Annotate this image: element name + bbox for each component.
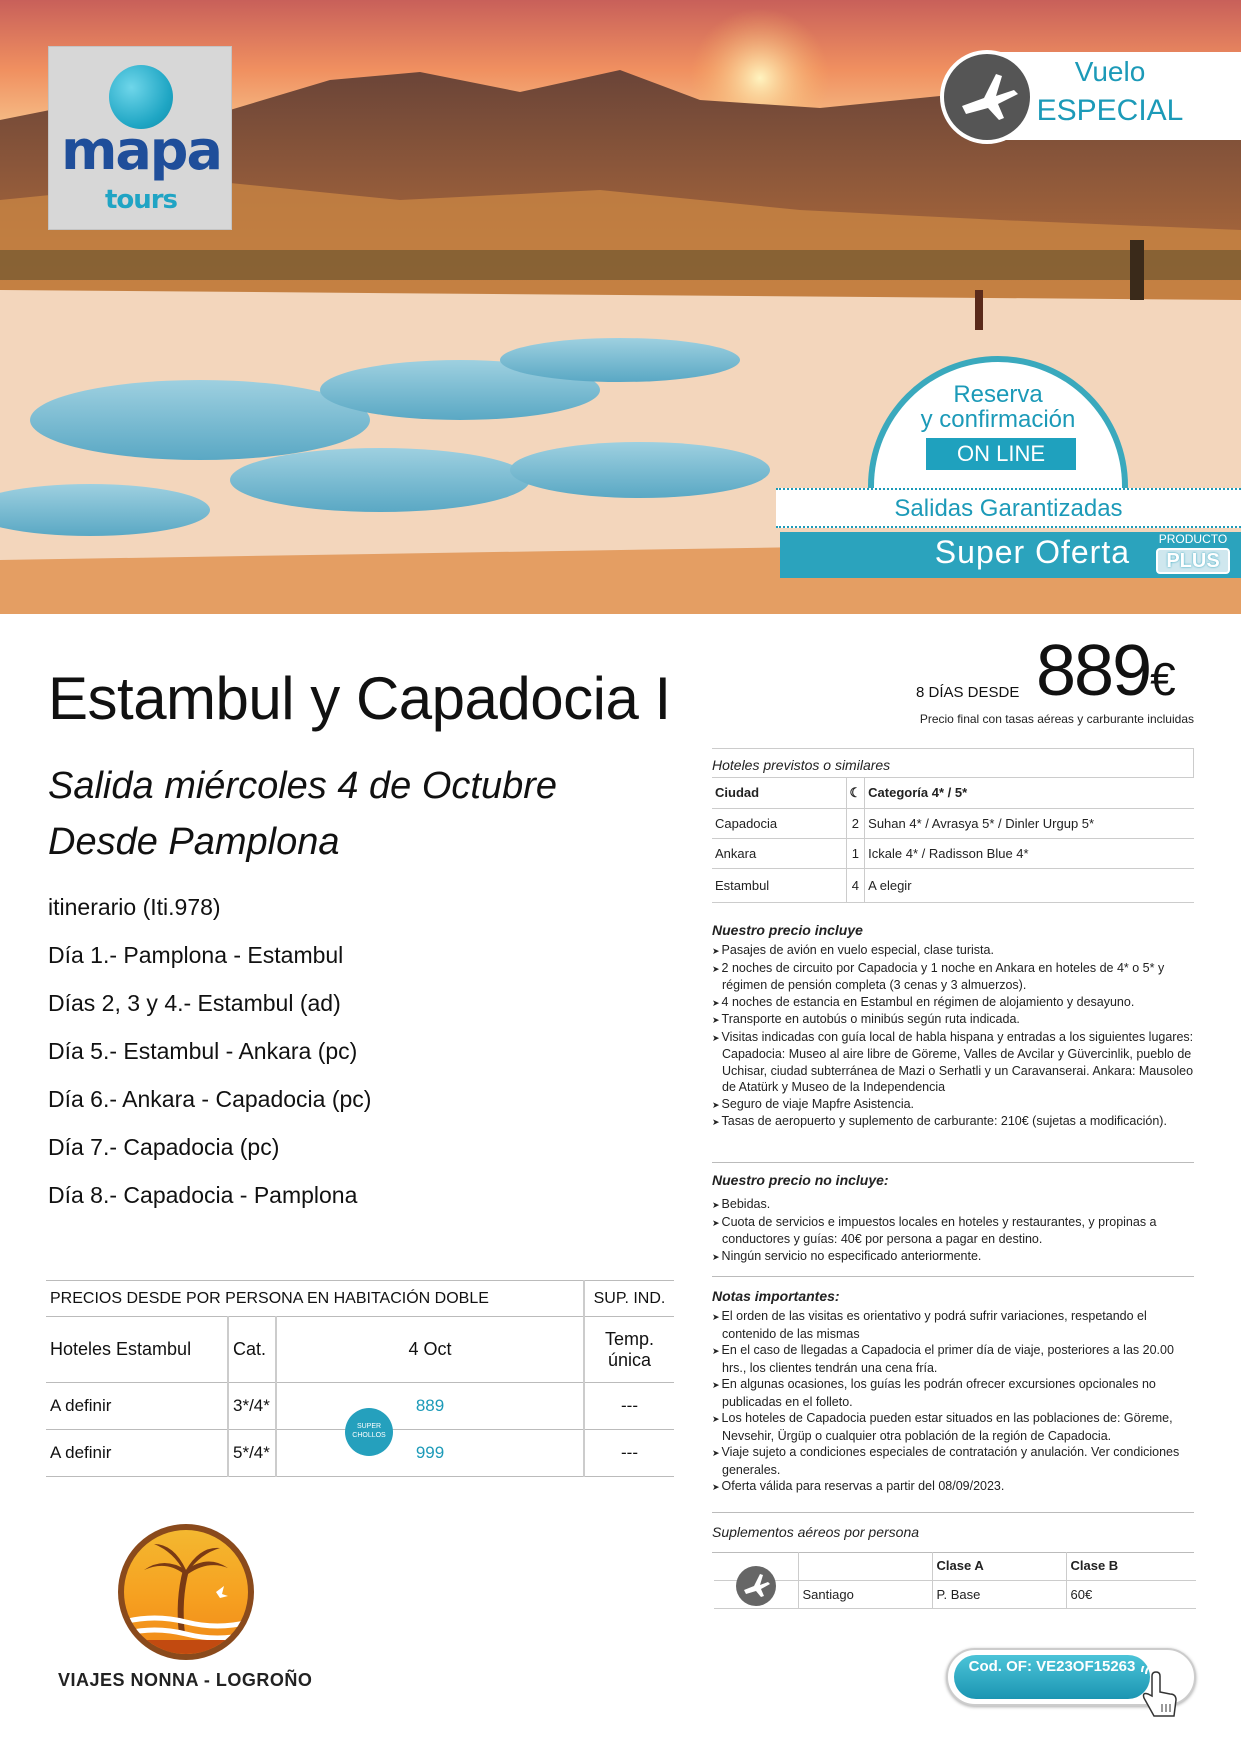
- itinerary-item: itinerario (Iti.978): [48, 894, 221, 920]
- price-value: [1036, 630, 1174, 712]
- vuelo-line2: ESPECIAL: [1036, 94, 1184, 127]
- agency-name: VIAJES NONNA - LOGROÑO: [58, 1670, 313, 1690]
- row-hotel: A definir: [46, 1430, 228, 1477]
- vuelo-line1: Vuelo: [1074, 56, 1146, 87]
- list-item: ➤ Pasajes de avión en vuelo especial, clase turista.: [712, 942, 1194, 960]
- notas-title: Notas importantes:: [712, 1288, 840, 1304]
- row-hotel: A definir: [46, 1383, 228, 1430]
- itinerary-list: [48, 894, 371, 1230]
- price-table-header: PRECIOS DESDE POR PERSONA EN HABITACIÓN DOBLE: [46, 1281, 584, 1317]
- list-item: ➤ 4 noches de estancia en Estambul en régimen de alojamiento y desayuno.: [712, 994, 1194, 1012]
- logo-main-text: mapa: [61, 119, 221, 182]
- logo-sub-text: tours: [104, 185, 178, 215]
- hotel-names: Ickale 4* / Radisson Blue 4*: [865, 838, 1194, 868]
- sup-ind-header: SUP. IND.: [584, 1281, 674, 1317]
- hero-banner: [0, 0, 1241, 614]
- list-item: ➤ El orden de las visitas es orientativo y podrá sufrir variaciones, respetando el contenido de las mismas: [712, 1308, 1194, 1342]
- moon-icon: ☾: [846, 778, 865, 808]
- table-row: [714, 1580, 1196, 1608]
- subtitle-line1: Salida miércoles 4 de Octubre: [48, 765, 558, 807]
- hand-pointer-icon: [1126, 1666, 1186, 1718]
- sup-b-value: 60€: [1066, 1580, 1196, 1608]
- row-sup: ---: [584, 1383, 674, 1430]
- col-clase-a: Clase A: [932, 1552, 1066, 1580]
- list-item: ➤ Los hoteles de Capadocia pueden estar situados en las poblaciones de: Göreme, Nevsehir, Ürgüp o cualquier otra población de la región de Capadocia.: [712, 1410, 1194, 1444]
- reserva-line2: y confirmación: [920, 406, 1076, 433]
- itinerary-item: Día 6.- Ankara - Capadocia (pc): [48, 1086, 372, 1112]
- list-item: ➤ En el caso de llegadas a Capadocia el primer día de viaje, posteriores a las 20.00 hrs., los clientes tendrán una cena fría.: [712, 1342, 1194, 1376]
- days-label: 8 DÍAS DESDE: [916, 684, 1020, 701]
- list-item: ➤ Ningún servicio no especificado anteriormente.: [712, 1248, 1194, 1266]
- col-city: Ciudad: [712, 778, 846, 808]
- list-item: ➤ Transporte en autobús o minibús según ruta indicada.: [712, 1011, 1194, 1029]
- online-label: ON LINE: [926, 438, 1076, 470]
- row-cat: 5*/4*: [228, 1430, 276, 1477]
- hotel-names: Suhan 4* / Avrasya 5* / Dinler Urgup 5*: [865, 808, 1194, 838]
- hotel-city: Capadocia: [712, 808, 846, 838]
- suplementos-title: Suplementos aéreos por persona: [712, 1524, 920, 1540]
- price-note: Precio final con tasas aéreas y carburante incluidas: [919, 712, 1194, 726]
- row-cat: 3*/4*: [228, 1383, 276, 1430]
- list-item: ➤ Visitas indicadas con guía local de habla hispana y entradas a los siguientes lugares: Capadocia: Museo al aire libre de Göreme, Valles de Avcilar y Güvercinlik, pueblo de Uchisar, ciudad subterránea de Mazi o Serhatli y un Caravanserai. Ankara: Mausoleo de Atatürk y Museo de la Independencia: [712, 1029, 1194, 1096]
- col-hotels: Hoteles Estambul: [46, 1317, 228, 1383]
- hotel-nights: 1: [846, 838, 865, 868]
- mapa-tours-logo: [48, 46, 232, 230]
- airplane-icon: [940, 50, 1034, 144]
- col-temp-1: Temp.: [604, 1328, 655, 1349]
- palm-tree-icon: [124, 1530, 248, 1654]
- row-price: 999: [276, 1430, 584, 1477]
- hotels-title: Hoteles previstos o similares: [712, 748, 1194, 778]
- divider: [712, 1512, 1194, 1513]
- list-item: ➤ Cuota de servicios e impuestos locales en hoteles y restaurantes, y propinas a conductores y guías: 40€ por persona a pagar en destino.: [712, 1214, 1194, 1248]
- no-incluye-title: Nuestro precio no incluye:: [712, 1172, 889, 1188]
- trip-title: Estambul y Capadocia I: [48, 665, 671, 732]
- col-date: 4 Oct: [276, 1317, 584, 1383]
- table-row: [712, 868, 1194, 902]
- hotel-nights: 2: [846, 808, 865, 838]
- no-incluye-section: [712, 1172, 1194, 1265]
- producto-label: PRODUCTO: [1158, 532, 1228, 546]
- itinerary-item: Días 2, 3 y 4.- Estambul (ad): [48, 990, 341, 1016]
- itinerary-item: Día 1.- Pamplona - Estambul: [48, 942, 344, 968]
- super-oferta-text: Super Oferta: [934, 534, 1130, 570]
- list-item: ➤ En algunas ocasiones, los guías les podrán ofrecer excursiones opcionales no publicadas en el folleto.: [712, 1376, 1194, 1410]
- itinerary-item: Día 5.- Estambul - Ankara (pc): [48, 1038, 358, 1064]
- sup-a-value: P. Base: [932, 1580, 1066, 1608]
- hotel-nights: 4: [846, 868, 865, 902]
- incluye-title: Nuestro precio incluye: [712, 922, 863, 938]
- viajes-nonna-logo: [118, 1524, 254, 1660]
- offer-code-button[interactable]: [946, 1648, 1196, 1706]
- price-number: 889: [1036, 631, 1151, 711]
- list-item: ➤ Tasas de aeropuerto y suplemento de carburante: 210€ (sujetas a modificación).: [712, 1113, 1194, 1131]
- offer-code-label[interactable]: Cod. OF: VE23OF15263: [954, 1655, 1150, 1699]
- list-item: ➤ Oferta válida para reservas a partir del 08/09/2023.: [712, 1478, 1194, 1496]
- hotel-names: A elegir: [865, 868, 1194, 902]
- price-currency: €: [1150, 653, 1174, 705]
- hotels-table: [712, 778, 1194, 903]
- notas-section: [712, 1288, 1194, 1496]
- trip-subtitle: [48, 758, 557, 870]
- airplane-icon: [736, 1566, 776, 1606]
- reserva-line1: Reserva: [953, 381, 1043, 408]
- producto-plus-badge: [1150, 532, 1236, 578]
- super-chollos-badge: SUPER CHOLLOS: [345, 1408, 393, 1456]
- super-oferta-banner: [780, 532, 1241, 578]
- list-item: ➤ Seguro de viaje Mapfre Asistencia.: [712, 1096, 1194, 1114]
- suplementos-table: [714, 1552, 1196, 1609]
- divider: [712, 1162, 1194, 1163]
- itinerary-item: Día 8.- Capadocia - Pamplona: [48, 1182, 358, 1208]
- list-item: ➤ Viaje sujeto a condiciones especiales de contratación y anulación. Ver condiciones generales.: [712, 1444, 1194, 1478]
- hotel-city: Estambul: [712, 868, 846, 902]
- col-temp: [584, 1317, 674, 1383]
- table-row: [712, 808, 1194, 838]
- col-cat: Cat.: [228, 1317, 276, 1383]
- row-sup: ---: [584, 1430, 674, 1477]
- col-temp-2: única: [607, 1349, 652, 1370]
- row-price: 889: [276, 1383, 584, 1430]
- list-item: ➤ Bebidas.: [712, 1196, 1194, 1214]
- sup-city: Santiago: [798, 1580, 932, 1608]
- plus-label: PLUS: [1156, 548, 1230, 574]
- list-item: ➤ 2 noches de circuito por Capadocia y 1 noche en Ankara en hoteles de 4* o 5* y régimen de pensión completa (3 cenas y 3 almuerzos).: [712, 960, 1194, 994]
- hotel-city: Ankara: [712, 838, 846, 868]
- incluye-section: [712, 922, 1194, 1131]
- subtitle-line2: Desde Pamplona: [48, 821, 340, 863]
- itinerary-item: Día 7.- Capadocia (pc): [48, 1134, 280, 1160]
- salidas-garantizadas-banner: Salidas Garantizadas: [776, 488, 1241, 528]
- table-row: [712, 838, 1194, 868]
- divider: [712, 1276, 1194, 1277]
- col-clase-b: Clase B: [1066, 1552, 1196, 1580]
- col-category: Categoría 4* / 5*: [865, 778, 1194, 808]
